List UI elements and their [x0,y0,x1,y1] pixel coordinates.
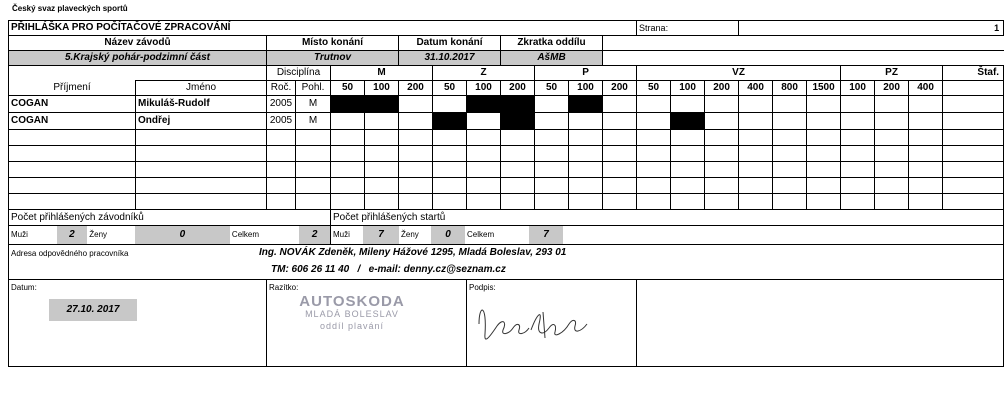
start-cell [739,130,773,146]
distance-header: 100 [671,81,705,96]
start-cell [807,113,841,130]
start-cell [637,178,671,194]
start-cell [569,162,603,178]
start-cell [569,146,603,162]
event-date-label: Datum konání [399,36,501,51]
start-cell [467,130,501,146]
start-cell [739,113,773,130]
distance-header: 200 [501,81,535,96]
start-cell [909,146,943,162]
starts-total: 7 [529,226,563,244]
start-cell [875,178,909,194]
year-header: Roč. [267,81,296,96]
entry-surname [9,178,136,194]
start-cell [841,178,875,194]
discipline-label: Disciplína [267,66,331,81]
relay-cell [943,113,1004,130]
entry-firstname [136,146,267,162]
start-cell [399,113,433,130]
relay-cell [943,130,1004,146]
start-cell [433,162,467,178]
start-cell [365,178,399,194]
event-place-label: Místo konání [267,36,399,51]
start-cell [875,96,909,113]
distance-header: 50 [331,81,365,96]
blank-cell [603,36,1004,51]
start-cell [807,194,841,210]
start-cell [705,130,739,146]
start-mark [365,96,399,113]
start-cell [365,146,399,162]
entry-firstname [136,162,267,178]
start-cell [331,113,365,130]
start-cell [705,162,739,178]
distance-header: 200 [705,81,739,96]
entry-surname [9,146,136,162]
distance-header: 200 [875,81,909,96]
club-stamp [297,293,407,332]
start-cell [467,113,501,130]
start-cell [773,162,807,178]
event-name: 5.Krajský pohár-podzimní část [9,51,267,66]
discipline-group-vz: VZ [637,66,841,81]
signature-label: Podpis: [469,283,496,292]
entry-year [267,162,296,178]
contact-label: Adresa odpovědného pracovníka [11,249,129,258]
start-cell [603,113,637,130]
start-cell [773,130,807,146]
start-cell [909,178,943,194]
start-cell [773,178,807,194]
start-cell [399,130,433,146]
relay-cell [943,194,1004,210]
entry-year [267,130,296,146]
start-cell [501,194,535,210]
entry-firstname [136,130,267,146]
start-cell [909,130,943,146]
start-mark [671,113,705,130]
start-cell [331,146,365,162]
distance-header: 1500 [807,81,841,96]
entry-surname: COGAN [9,113,136,130]
date-block [9,280,267,367]
start-cell [875,194,909,210]
relay-cell [943,162,1004,178]
start-cell [603,162,637,178]
start-cell [875,162,909,178]
start-cell [807,96,841,113]
start-cell [433,146,467,162]
start-cell [807,130,841,146]
start-mark [331,96,365,113]
start-cell [671,194,705,210]
start-cell [331,130,365,146]
start-cell [365,194,399,210]
distance-header: 50 [637,81,671,96]
contact-block [9,245,1004,280]
start-cell [739,162,773,178]
starts-count-label: Počet přihlášených startů [331,210,1004,226]
start-cell [705,178,739,194]
swimmers-totals [9,226,331,245]
distance-header: 100 [569,81,603,96]
distance-header: 50 [535,81,569,96]
start-cell [671,146,705,162]
firstname-header: Jméno [136,81,267,96]
start-cell [399,96,433,113]
start-cell [365,113,399,130]
submission-date: 27.10. 2017 [49,299,137,321]
entry-surname [9,162,136,178]
start-cell [637,194,671,210]
start-cell [467,194,501,210]
start-cell [399,146,433,162]
entry-sex [296,194,331,210]
entry-sex: M [296,96,331,113]
relay-cell [943,96,1004,113]
start-cell [603,194,637,210]
start-cell [875,113,909,130]
stamp-line: oddíl plavání [319,321,385,331]
start-cell [467,178,501,194]
start-cell [739,194,773,210]
distance-header: 200 [603,81,637,96]
start-cell [671,96,705,113]
start-cell [535,113,569,130]
start-cell [331,162,365,178]
entry-year [267,178,296,194]
start-cell [807,146,841,162]
start-cell [909,162,943,178]
handwritten-signature [473,294,593,354]
entry-firstname: Mikuláš-Rudolf [136,96,267,113]
start-cell [637,96,671,113]
start-cell [909,194,943,210]
stamp-line: MLADÁ BOLESLAV [305,309,399,319]
start-cell [705,146,739,162]
distance-header: 400 [739,81,773,96]
women-label: Ženy [401,230,419,239]
entry-firstname: Ondřej [136,113,267,130]
start-cell [399,194,433,210]
start-cell [433,194,467,210]
start-cell [535,130,569,146]
start-cell [399,178,433,194]
start-cell [671,130,705,146]
start-cell [535,194,569,210]
start-cell [841,130,875,146]
blank-cell [637,280,1004,367]
start-cell [501,146,535,162]
start-cell [637,162,671,178]
start-cell [603,146,637,162]
relay-cell [943,178,1004,194]
blank-cell [9,66,267,81]
entry-year: 2005 [267,113,296,130]
contact-address: Ing. NOVÁK Zdeněk, Mileny Hážové 1295, Mladá Boleslav, 293 01 [259,247,567,258]
start-cell [501,162,535,178]
club-code: AšMB [501,51,603,66]
entry-surname [9,194,136,210]
start-cell [365,130,399,146]
sex-header: Pohl. [296,81,331,96]
start-cell [705,194,739,210]
start-cell [467,146,501,162]
starts-women: 0 [431,226,465,244]
discipline-group-z: Z [433,66,535,81]
start-cell [739,96,773,113]
start-mark [569,96,603,113]
start-cell [399,162,433,178]
total-label: Celkem [467,230,495,239]
start-cell [637,146,671,162]
stamp-line: AUTOSKODA [299,293,405,310]
entry-year [267,146,296,162]
start-mark [433,113,467,130]
form-title: PŘIHLÁŠKA PRO POČÍTAČOVÉ ZPRACOVÁNÍ [9,21,637,36]
start-cell [433,178,467,194]
event-place: Trutnov [267,51,399,66]
event-date: 31.10.2017 [399,51,501,66]
distance-header: 800 [773,81,807,96]
start-cell [739,178,773,194]
entry-sex [296,178,331,194]
start-cell [773,146,807,162]
entry-sex [296,146,331,162]
start-cell [535,162,569,178]
swimmers-total: 2 [299,226,330,244]
start-cell [841,113,875,130]
entry-sex: M [296,113,331,130]
start-cell [671,162,705,178]
start-cell [433,96,467,113]
men-label: Muži [11,230,28,239]
start-cell [637,130,671,146]
swimmers-men: 2 [57,226,88,244]
distance-header: 50 [433,81,467,96]
stamp-block [267,280,467,367]
start-cell [603,96,637,113]
total-label: Celkem [231,230,260,239]
start-cell [569,113,603,130]
organization-name: Český svaz plaveckých sportů [12,4,128,13]
entry-firstname [136,178,267,194]
surname-header: Příjmení [9,81,136,96]
start-cell [773,113,807,130]
start-cell [569,194,603,210]
entry-sex [296,130,331,146]
start-cell [603,178,637,194]
start-cell [841,146,875,162]
start-cell [331,194,365,210]
entry-form-table [8,20,1004,367]
event-name-label: Název závodů [9,36,267,51]
distance-header: 100 [467,81,501,96]
start-cell [807,162,841,178]
swimmers-count-label: Počet přihlášených závodníků [9,210,331,226]
start-cell [705,96,739,113]
start-cell [705,113,739,130]
swimmers-women: 0 [135,226,230,244]
start-cell [637,113,671,130]
relay-label: Štaf. [943,66,1004,81]
start-cell [569,178,603,194]
start-cell [875,130,909,146]
start-mark [501,113,535,130]
start-cell [535,178,569,194]
starts-men: 7 [363,226,399,244]
start-cell [501,130,535,146]
start-cell [909,113,943,130]
distance-header: 400 [909,81,943,96]
start-cell [773,194,807,210]
stamp-label: Razítko: [269,283,299,292]
signature-block [467,280,637,367]
start-cell [501,178,535,194]
discipline-group-m: M [331,66,433,81]
start-cell [365,162,399,178]
start-mark [467,96,501,113]
discipline-group-pz: PZ [841,66,943,81]
start-cell [807,178,841,194]
start-cell [841,96,875,113]
relay-cell [943,146,1004,162]
page-label: Strana: [637,21,739,36]
entry-sex [296,162,331,178]
page-number: 1 [739,21,1004,36]
date-label: Datum: [11,283,37,292]
entry-surname: COGAN [9,96,136,113]
start-cell [535,146,569,162]
entry-year [267,194,296,210]
start-cell [331,178,365,194]
start-cell [739,146,773,162]
women-label: Ženy [89,230,108,239]
discipline-group-p: P [535,66,637,81]
club-label: Zkratka oddílu [501,36,603,51]
start-cell [535,96,569,113]
start-cell [773,96,807,113]
blank-cell [603,51,1004,66]
relay-header-cell [943,81,1004,96]
contact-phone-email: TM: 606 26 11 40 / e-mail: denny.cz@seznam.cz [271,264,506,275]
start-cell [433,130,467,146]
men-label: Muži [333,230,350,239]
start-cell [671,178,705,194]
entry-firstname [136,194,267,210]
start-cell [467,162,501,178]
start-cell [909,96,943,113]
start-cell [569,130,603,146]
start-cell [875,146,909,162]
start-cell [841,162,875,178]
start-mark [501,96,535,113]
start-cell [603,130,637,146]
start-cell [841,194,875,210]
entry-surname [9,130,136,146]
distance-header: 100 [841,81,875,96]
distance-header: 200 [399,81,433,96]
starts-totals [331,226,1004,245]
entry-year: 2005 [267,96,296,113]
distance-header: 100 [365,81,399,96]
